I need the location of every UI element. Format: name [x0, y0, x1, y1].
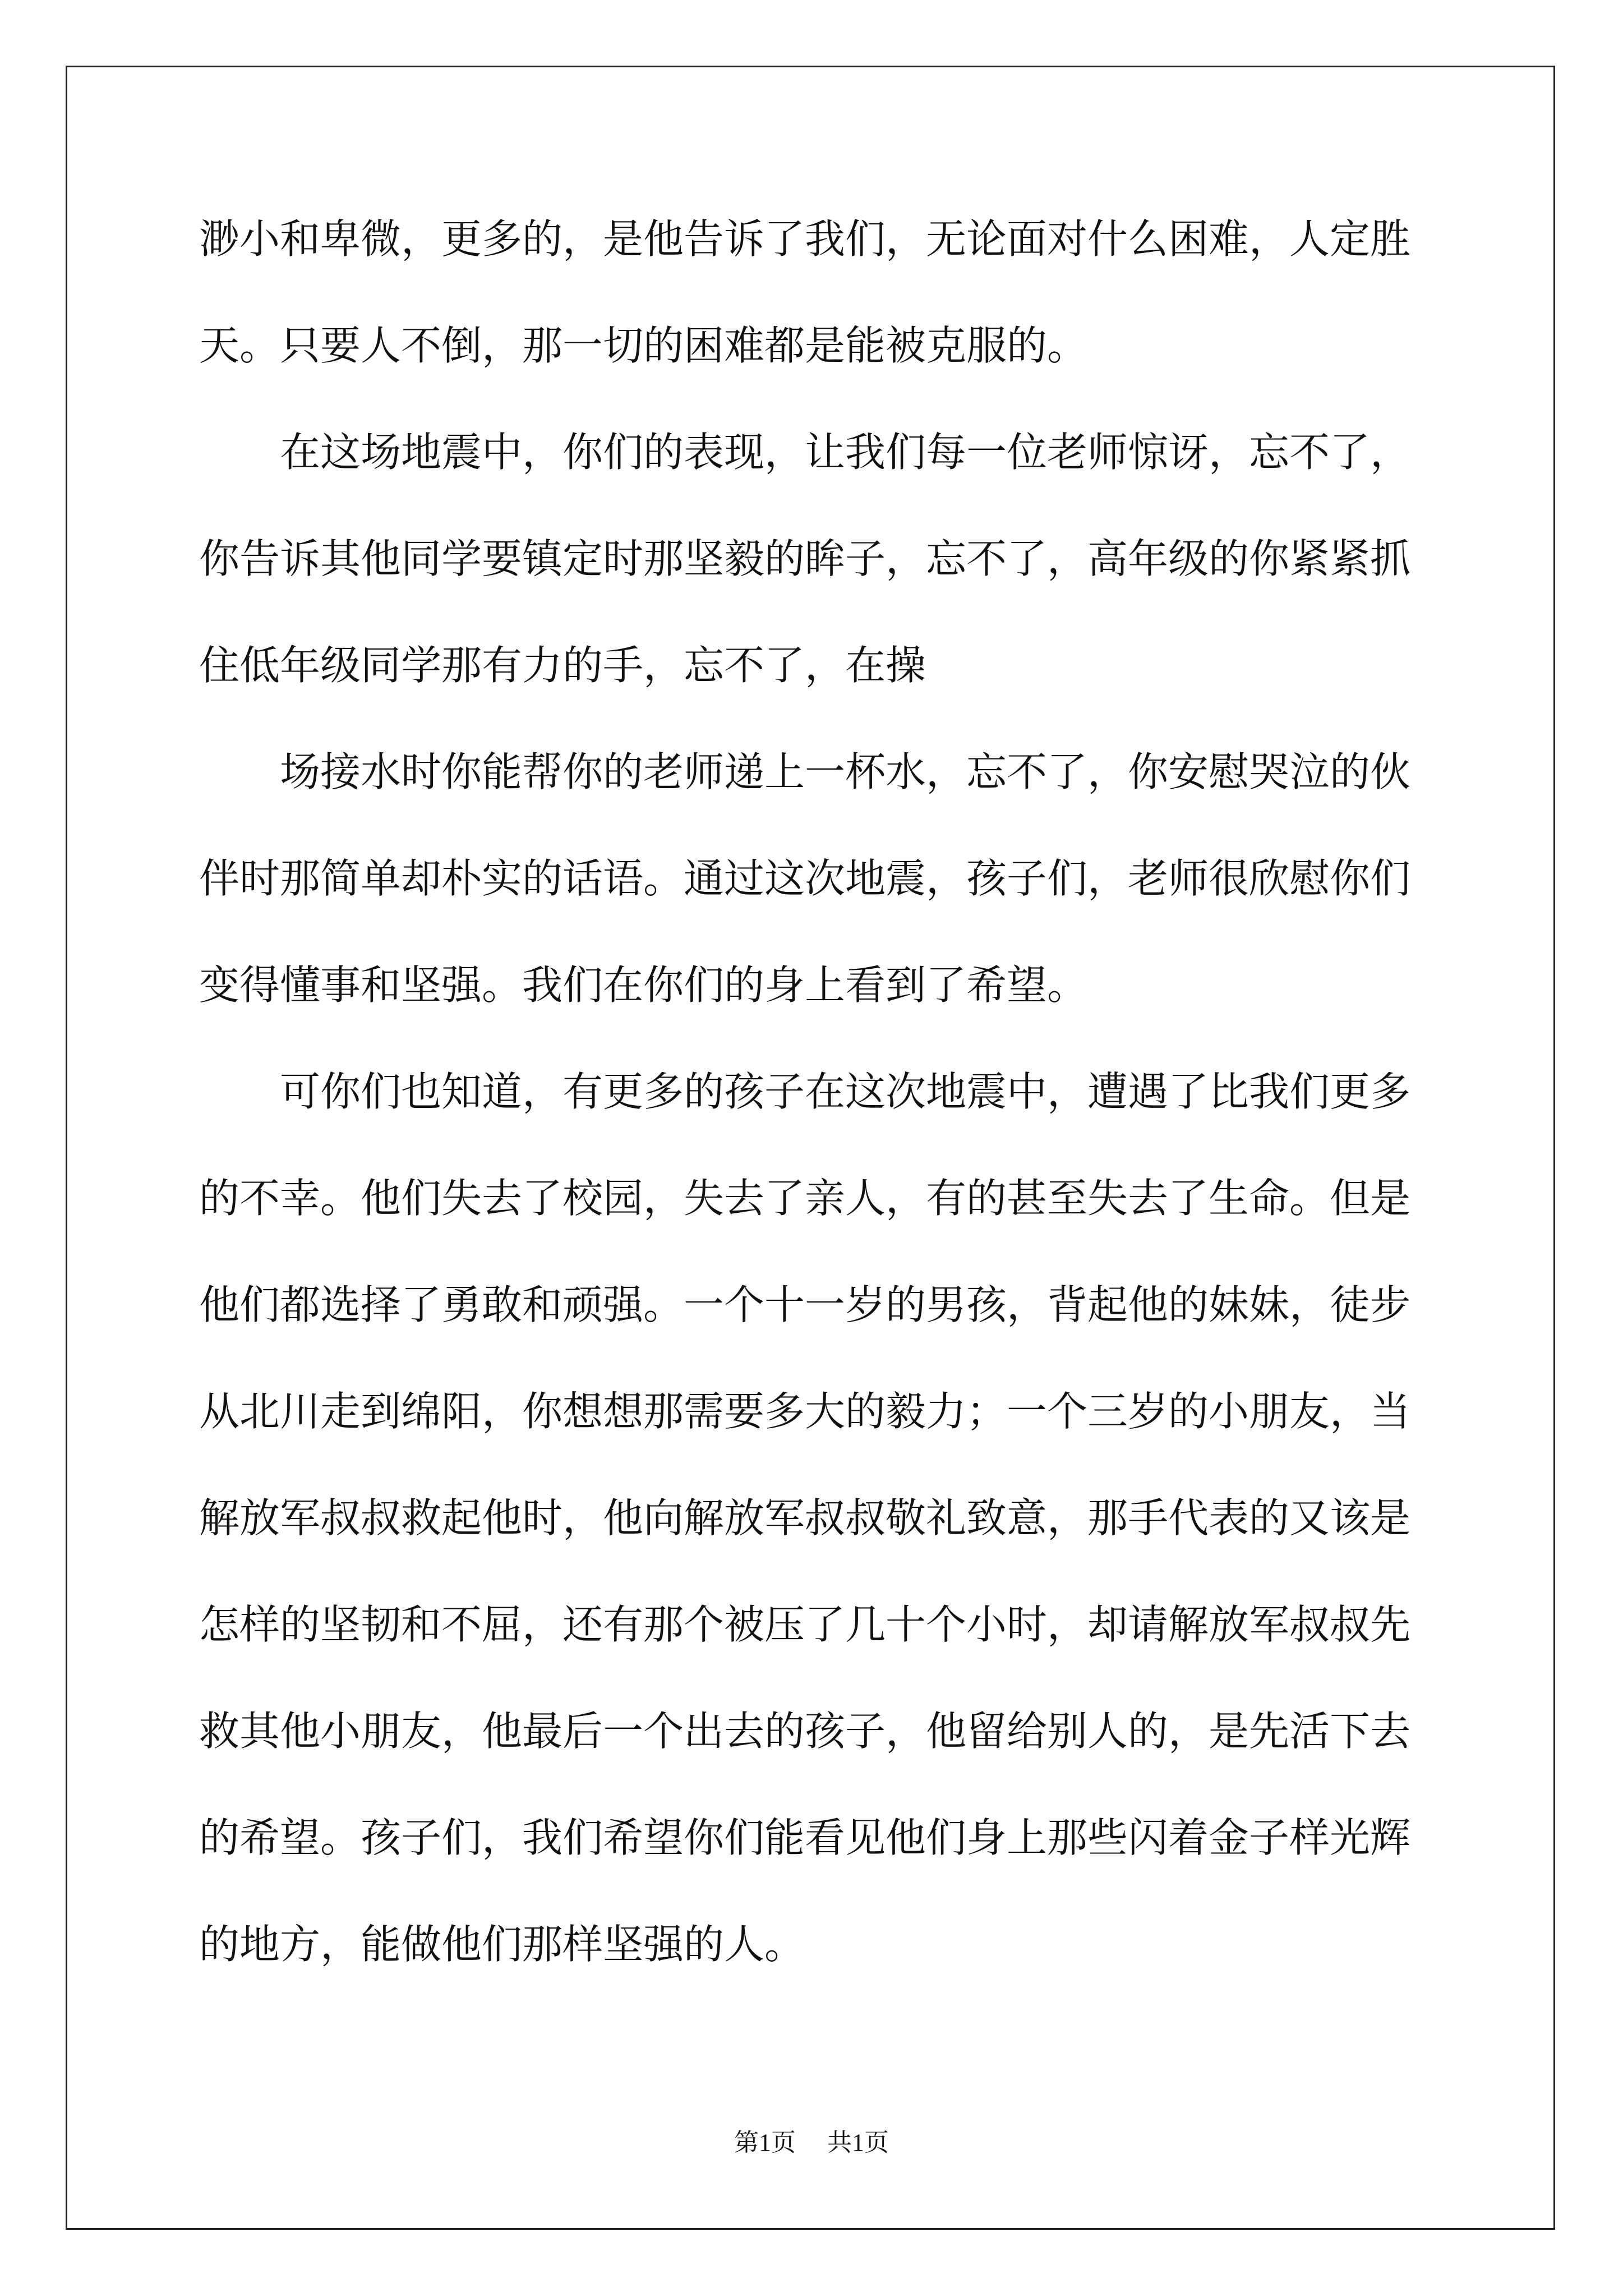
text-line: 在这场地震中，你们的表现，让我们每一位老师惊讶，忘不了， [199, 429, 1411, 476]
page-total: 共1页 [827, 2129, 889, 2156]
page-border [66, 66, 1555, 2230]
page-number: 第1页 [734, 2129, 796, 2156]
text-line: 伴时那简单却朴实的话语。通过这次地震，孩子们，老师很欣慰你们 [199, 855, 1411, 902]
text-line: 场接水时你能帮你的老师递上一杯水，忘不了，你安慰哭泣的伙 [199, 748, 1411, 795]
text-line: 救其他小朋友，他最后一个出去的孩子，他留给别人的，是先活下去 [199, 1708, 1411, 1755]
text-line: 怎样的坚韧和不屈，还有那个被压了几十个小时，却请解放军叔叔先 [199, 1601, 1411, 1648]
text-line: 天。只要人不倒，那一切的困难都是能被克服的。 [199, 322, 1088, 369]
text-line: 你告诉其他同学要镇定时那坚毅的眸子，忘不了，高年级的你紧紧抓 [199, 535, 1411, 582]
text-line: 从北川走到绵阳，你想想那需要多大的毅力；一个三岁的小朋友，当 [199, 1388, 1411, 1435]
text-line: 住低年级同学那有力的手，忘不了，在操 [199, 642, 926, 689]
text-line: 他们都选择了勇敢和顽强。一个十一岁的男孩，背起他的妹妹，徒步 [199, 1281, 1411, 1328]
text-line: 的地方，能做他们那样坚强的人。 [199, 1921, 805, 1968]
text-line: 的不幸。他们失去了校园，失去了亲人，有的甚至失去了生命。但是 [199, 1175, 1411, 1222]
page-footer [0, 2126, 1623, 2160]
text-line: 渺小和卑微，更多的，是他告诉了我们，无论面对什么困难，人定胜 [199, 215, 1411, 263]
text-line: 的希望。孩子们，我们希望你们能看见他们身上那些闪着金子样光辉 [199, 1814, 1411, 1861]
text-line: 变得懂事和坚强。我们在你们的身上看到了希望。 [199, 961, 1088, 1009]
text-line: 可你们也知道，有更多的孩子在这次地震中，遭遇了比我们更多 [199, 1068, 1411, 1115]
text-line: 解放军叔叔救起他时，他向解放军叔叔敬礼致意，那手代表的又该是 [199, 1494, 1411, 1542]
